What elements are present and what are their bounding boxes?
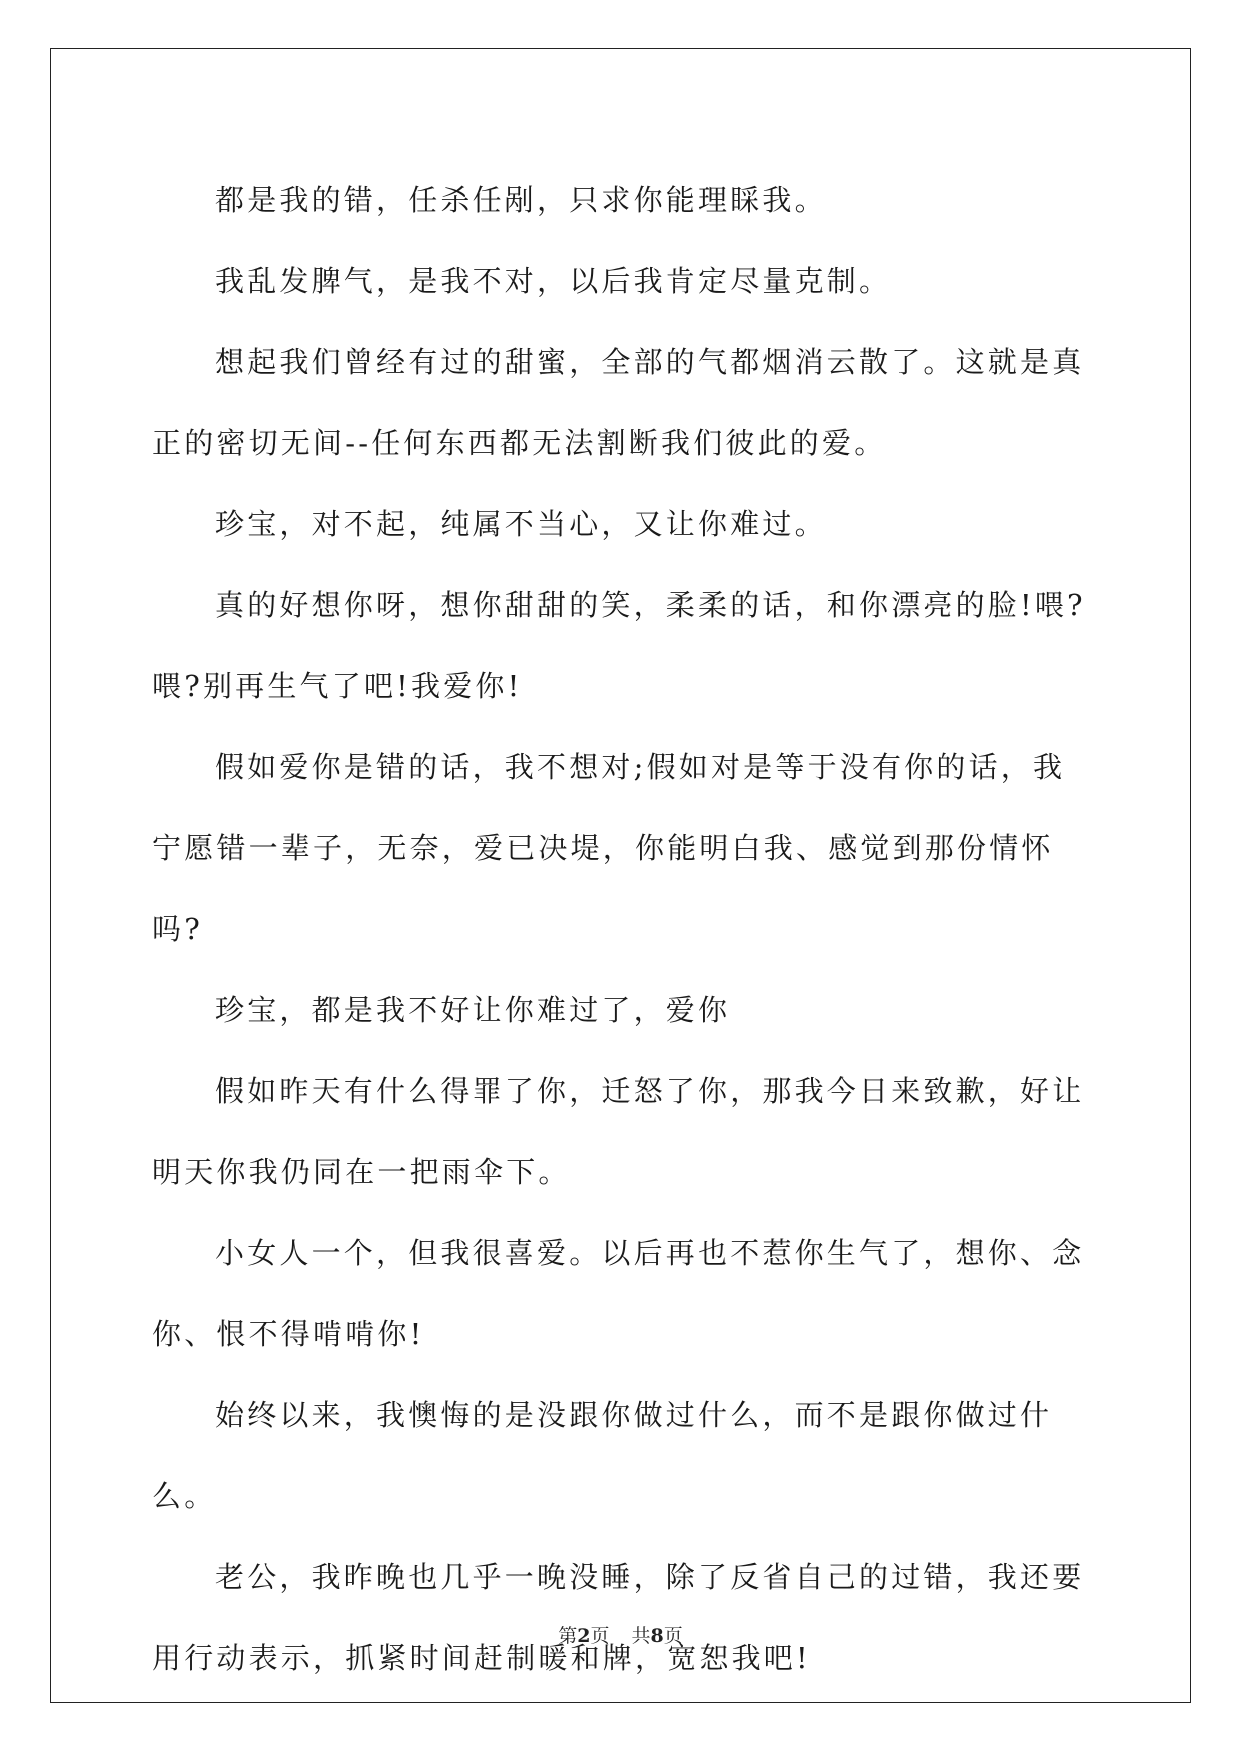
paragraph: 我乱发脾气，是我不对，以后我肯定尽量克制。 xyxy=(215,264,892,298)
paragraph: 珍宝，都是我不好让你难过了，爱你 xyxy=(215,993,731,1027)
total-pages-suffix: 页 xyxy=(663,1625,683,1647)
paragraph: 假如爱你是错的话，我不想对;假如对是等于没有你的话，我宁愿错一辈子，无奈，爱已决堤，你能明白我、感觉到那份情怀吗? xyxy=(152,750,1066,946)
paragraph: 想起我们曾经有过的甜蜜，全部的气都烟消云散了。这就是真正的密切无间--任何东西都无法割断我们彼此的爱。 xyxy=(152,345,1085,460)
paragraph: 小女人一个，但我很喜爱。以后再也不惹你生气了，想你、念你、恨不得啃啃你! xyxy=(152,1236,1085,1351)
paragraph: 真的好想你呀，想你甜甜的笑，柔柔的话，和你漂亮的脸!喂?喂?别再生气了吧!我爱你! xyxy=(152,588,1086,703)
current-page-number: 2 xyxy=(577,1625,591,1647)
document-body xyxy=(152,160,1090,1699)
page-number-suffix: 页 xyxy=(590,1625,610,1647)
paragraph: 珍宝，对不起，纯属不当心，又让你难过。 xyxy=(215,507,827,541)
paragraph: 假如昨天有什么得罪了你，迁怒了你，那我今日来致歉，好让明天你我仍同在一把雨伞下。 xyxy=(152,1074,1085,1189)
paragraph: 老公，我昨晚也几乎一晚没睡，除了反省自己的过错，我还要用行动表示，抓紧时间赶制暖和牌，宽恕我吧! xyxy=(152,1560,1085,1675)
page-footer xyxy=(0,1621,1241,1648)
total-page-count: 8 xyxy=(650,1625,664,1647)
paragraph: 始终以来，我懊悔的是没跟你做过什么，而不是跟你做过什么。 xyxy=(152,1398,1053,1513)
page-number-prefix: 第 xyxy=(558,1625,578,1647)
total-pages-prefix: 共 xyxy=(631,1625,651,1647)
paragraph: 都是我的错，任杀任剐，只求你能理睬我。 xyxy=(215,183,827,217)
